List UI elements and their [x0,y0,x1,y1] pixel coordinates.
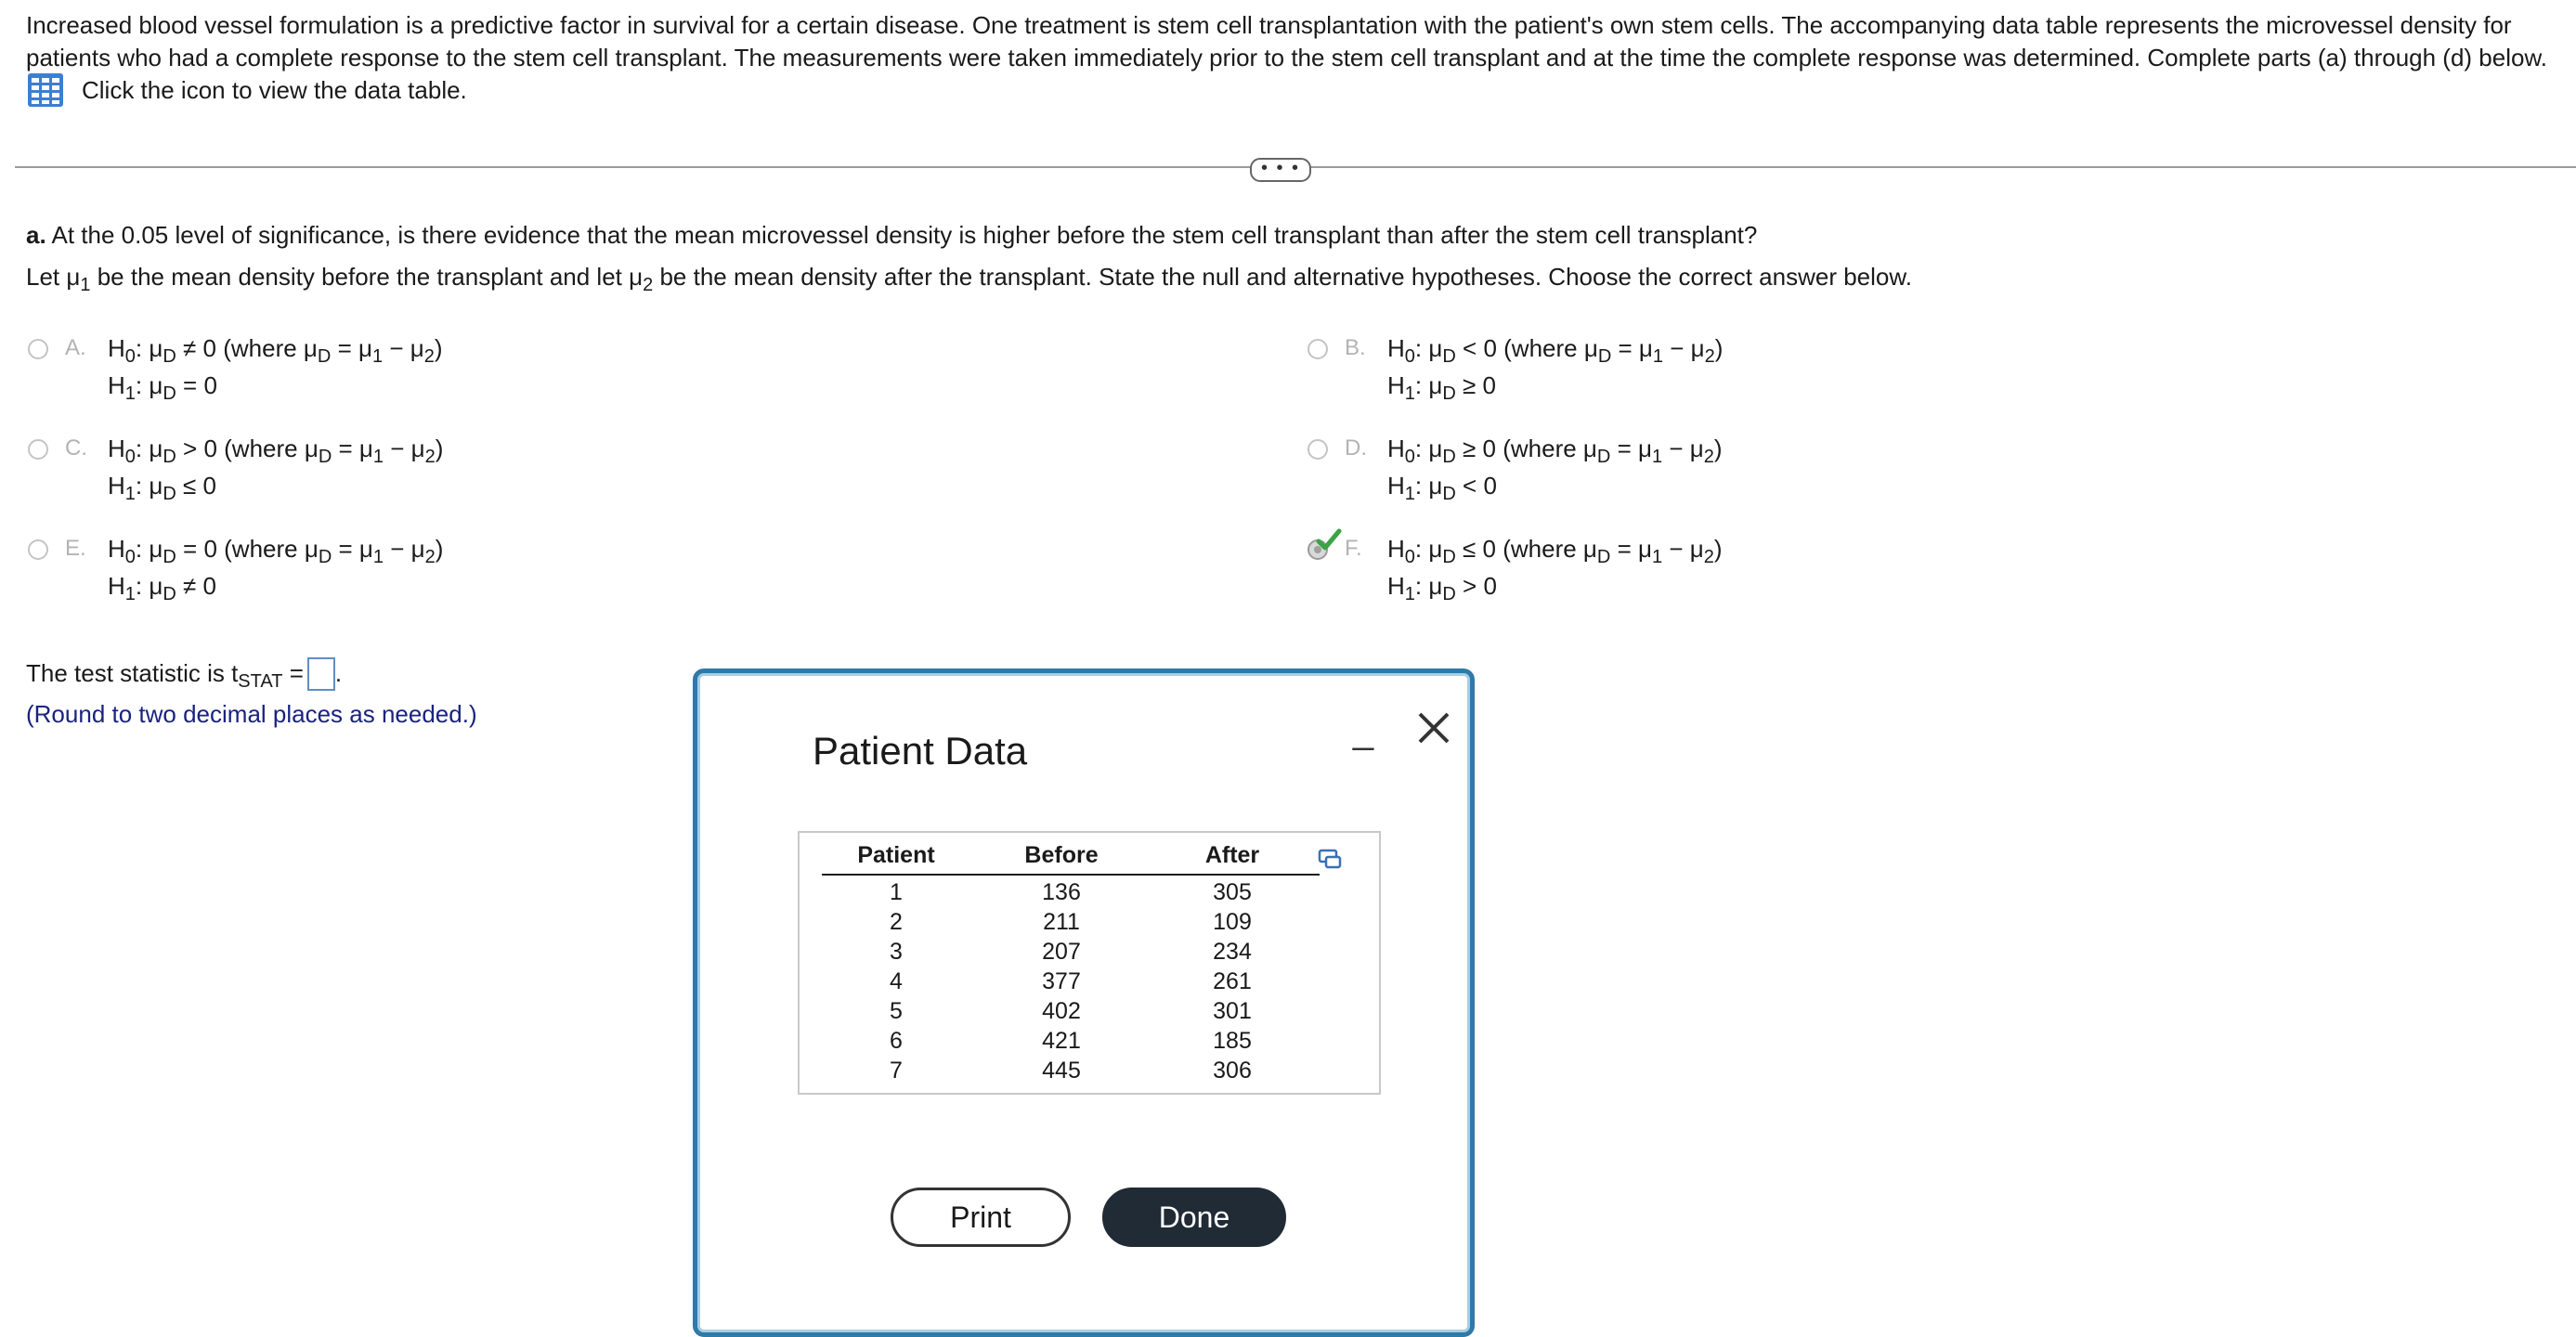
option-hypotheses [108,530,443,604]
option-letter: B. [1345,335,1366,360]
table-row [822,877,1320,907]
question-part-label: a. [26,221,46,249]
cell-before: 421 [1042,1028,1081,1054]
option-radio[interactable] [1308,439,1328,460]
cell-after: 234 [1213,939,1252,965]
alternative-hypothesis: $H_1$: $\mu_D > 0$ [1387,572,1497,604]
column-header-after: After [1204,842,1260,868]
tstat-answer-input[interactable] [307,657,335,691]
cell-patient: 6 [890,1028,903,1054]
table-row [822,1056,1320,1085]
correct-check-icon [1315,526,1343,554]
option-radio[interactable] [1308,339,1328,359]
option-hypotheses [1387,430,1723,504]
column-header-patient: Patient [857,842,935,868]
cell-patient: 2 [890,909,903,935]
option-radio[interactable] [28,539,48,560]
null-hypothesis: $H_0$: $\mu_D = 0$ (where $\mu_D = \mu_1 - \mu_2$) [108,535,444,567]
dialog-title: Patient Data [813,729,1028,772]
alternative-hypothesis: $H_1$: $\mu_D \ne 0$ [108,572,216,604]
option-hypotheses [1387,330,1723,404]
alternative-hypothesis: $H_1$: $\mu_D = 0$ [108,371,217,404]
null-hypothesis: $H_0$: $\mu_D > 0$ (where $\mu_D = \mu_1 - \mu_2$) [108,435,444,467]
cell-before: 402 [1042,998,1081,1024]
cell-before: 207 [1042,939,1081,965]
cell-after: 301 [1213,998,1252,1024]
option-hypotheses [108,330,443,404]
option-letter: A. [65,335,86,360]
option-letter: F. [1345,536,1362,561]
column-header-before: Before [1024,842,1099,868]
done-button[interactable]: Done [1102,1188,1286,1247]
print-button[interactable]: Print [891,1188,1071,1247]
cell-after: 109 [1213,909,1252,935]
option-letter: D. [1345,435,1367,461]
option-radio[interactable] [28,339,48,359]
cell-patient: 4 [890,968,903,994]
cell-before: 377 [1042,968,1081,994]
table-header-row [822,842,1320,876]
null-hypothesis: $H_0$: $\mu_D \ne 0$ (where $\mu_D = \mu_1 - \mu_2$) [108,334,443,367]
table-row [822,937,1320,967]
rounding-note: (Round to two decimal places as needed.) [26,700,477,728]
test-statistic-line: The test statistic is $t_{STAT}$ = . [26,659,343,692]
option-hypotheses [108,430,443,504]
null-hypothesis: $H_0$: $\mu_D \ge 0$ (where $\mu_D = \mu_1 - \mu_2$) [1387,435,1723,467]
view-data-table-link[interactable] [28,72,467,108]
option-letter: E. [65,536,86,561]
cell-before: 445 [1042,1058,1081,1084]
null-hypothesis: $H_0$: $\mu_D < 0$ (where $\mu_D = \mu_1 - \mu_2$) [1387,334,1724,367]
cell-before: 136 [1042,879,1081,905]
close-icon[interactable] [1412,707,1455,749]
alternative-hypothesis: $H_1$: $\mu_D \le 0$ [108,472,216,504]
cell-after: 261 [1213,968,1252,994]
table-row [822,996,1320,1026]
table-body [822,877,1320,1085]
patient-data-dialog [693,668,1475,1337]
hypothesis-instruction: Let $\mu_1$ be the mean density before the transplant and let $\mu_2$ be the mean density after the transplant. State the null and alternative hypotheses. Choose the correct answer below. [26,263,1912,295]
cell-patient: 1 [890,879,903,905]
table-row [822,967,1320,996]
table-row [822,1026,1320,1056]
minimize-button[interactable]: _ [1352,710,1374,751]
table-row [822,907,1320,937]
alternative-hypothesis: $H_1$: $\mu_D \ge 0$ [1387,371,1496,404]
view-data-table-label[interactable]: Click the icon to view the data table. [82,75,467,104]
cell-patient: 3 [890,939,903,965]
patient-data-table [798,831,1381,1095]
cell-before: 211 [1043,909,1080,935]
alternative-hypothesis: $H_1$: $\mu_D < 0$ [1387,472,1497,504]
question-a [26,221,1757,250]
question-text: At the 0.05 level of significance, is there evidence that the mean microvessel density is higher before the stem cell transplant than after the stem cell transplant? [51,221,1758,249]
grid-table-icon[interactable] [28,73,63,107]
cell-after: 185 [1213,1028,1252,1054]
null-hypothesis: $H_0$: $\mu_D \le 0$ (where $\mu_D = \mu_1 - \mu_2$) [1387,535,1723,567]
expand-button[interactable]: • • • [1250,158,1311,182]
cell-patient: 5 [890,998,903,1024]
option-hypotheses [1387,530,1723,604]
copy-icon[interactable] [1318,848,1342,870]
problem-intro: Increased blood vessel formulation is a predictive factor in survival for a certain disease. One treatment is stem cell transplantation with the patient's own stem cells. The accompanying data table represents the microvessel density for patients who had a complete response to the stem cell transplant. The measurements were taken immediately prior to the stem cell transplant and at the time the complete response was determined. Complete parts (a) through (d) below. [26,11,2548,71]
option-letter: C. [65,435,87,461]
cell-after: 305 [1213,879,1252,905]
option-radio[interactable] [28,439,48,460]
cell-after: 306 [1213,1058,1252,1084]
cell-patient: 7 [890,1058,903,1084]
